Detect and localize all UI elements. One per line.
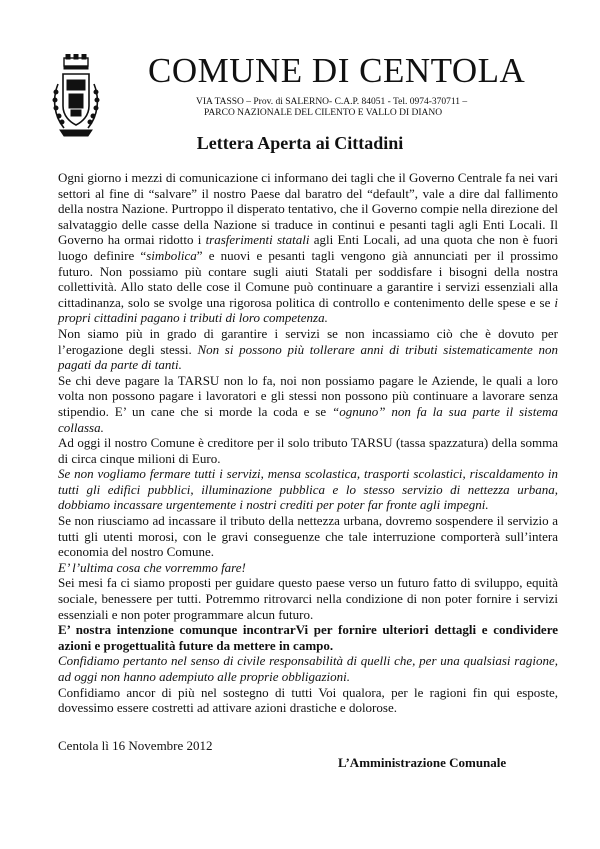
paragraph-credit: Ad oggi il nostro Comune è creditore per il solo tributo TARSU (tassa spazzatura) della somma di circa cinque milioni di Euro. [58, 435, 558, 466]
text-segment-italic: i propri cittadini pagano i tributi di loro competenza. [58, 294, 558, 326]
letter-title: Lettera Aperta ai Cittadini [196, 133, 404, 153]
municipal-crest-icon [50, 54, 102, 138]
address-line: VIA TASSO – Prov. di SALERNO- C.A.P. 84051 - Tel. 0974-370711 – [196, 97, 468, 107]
text-segment-italic: trasferimenti statali [205, 232, 310, 248]
text-segment: Se chi deve pagare la TARSU non lo fa, noi non possiamo pagare le Aziende, le quali a loro volta non possono pagare i lavoratori e gli stessi non possono più continuare a lavorare senza stipendio. E’ un cane che si morde la coda e se [58, 372, 558, 419]
paragraph-tarsu [58, 373, 558, 435]
text-segment: Non siamo più in grado di garantire i servizi se non incassiamo ciò che è dovuto per l’erogazione degli stessi. [58, 325, 558, 357]
municipality-name: COMUNE DI CENTOLA [148, 51, 526, 90]
text-segment-italic: Non si possono più tollerare anni di tributi sistematicamente non pagati da parte di tanti. [58, 341, 558, 373]
text-segment-italic: “ognuno” non fa la sua parte il sistema collassa. [58, 403, 558, 435]
letter-signature: L’Amministrazione Comunale [338, 755, 507, 770]
paragraph-services-list: Se non vogliamo fermare tutti i servizi, mensa scolastica, trasporti scolastici, riscaldamento in tutti gli edifici pubblici, illuminazione pubblica e lo stesso servizio di nettezza urbana, dobbiamo incassare urgentemente i nostri crediti per poter far fronte agli impegni. [58, 466, 558, 513]
paragraph-suspension: Se non riusciamo ad incassare il tributo della nettezza urbana, dovremo sospendere il servizio a tutti gli utenti morosi, con le gravi conseguenze che tale interruzione comporterà sull’intera economia del nostro Comune. [58, 513, 558, 560]
text-segment-italic: simbolica [146, 247, 197, 263]
park-line: PARCO NAZIONALE DEL CILENTO E VALLO DI DIANO [204, 108, 443, 118]
text-segment: Ogni giorno i mezzi di comunicazione ci informano dei tagli che il Governo Centrale fa nei vari settori al fine di “salvare” il nostro Paese dal baratro del “default”, vale a dire dal fallimento della nostra Nazione. Purtroppo il disperato tentativo, che il Governo compie nella direzione del salvataggio delle casse della Nazione si traduce in continui e pesanti tagli agli Enti Locali. Il Governo ha ormai ridotto i [58, 170, 558, 248]
letter-date: Centola lì 16 Novembre 2012 [58, 738, 213, 753]
paragraph-responsibility: Confidiamo pertanto nel senso di civile responsabilità di quelli che, per una qualsiasi ragione, ad oggi non hanno adempiuto alle proprie obbligazioni. [58, 653, 558, 684]
text-segment: agli Enti Locali, ad una quota che non è fuori luogo definire “ [58, 232, 559, 263]
municipality-address [196, 97, 526, 119]
paragraph-future: Sei mesi fa ci siamo proposti per guidare questo paese verso un futuro fatto di sviluppo, equità sociale, benessere per tutti. Potremmo ritrovarci nella condizione di non poter fornire i servizi essenziali e non poter programmare alcun futuro. [58, 575, 558, 622]
text-segment: ” e nuovi e pesanti tagli vengono già annunciati per il prossimo futuro. Non possiamo più contare sugli aiuti Statali per soddisfare i bisogni della nostra collettività. Allo stato delle cose il Comune può continuare a garantire i servizi essenziali alla cittadinanza, solo se svolge una rigorosa politica di controllo e contenimento delle spese e se [58, 247, 558, 310]
paragraph-support: Confidiamo ancor di più nel sostegno di tutti Voi qualora, per le ragioni fin qui esposte, dovessimo essere costretti ad attivare azioni drastiche e dolorose. [58, 684, 558, 716]
paragraph-services [58, 326, 558, 373]
paragraph-meeting: E’ nostra intenzione comunque incontrarVi per fornire ulteriori dettagli e condividere azioni e progettualità future da mettere in campo. [58, 622, 558, 653]
letter-body [58, 170, 558, 716]
paragraph-government-cuts [58, 170, 558, 326]
paragraph-last-resort: E’ l’ultima cosa che vorremmo fare! [58, 559, 246, 575]
